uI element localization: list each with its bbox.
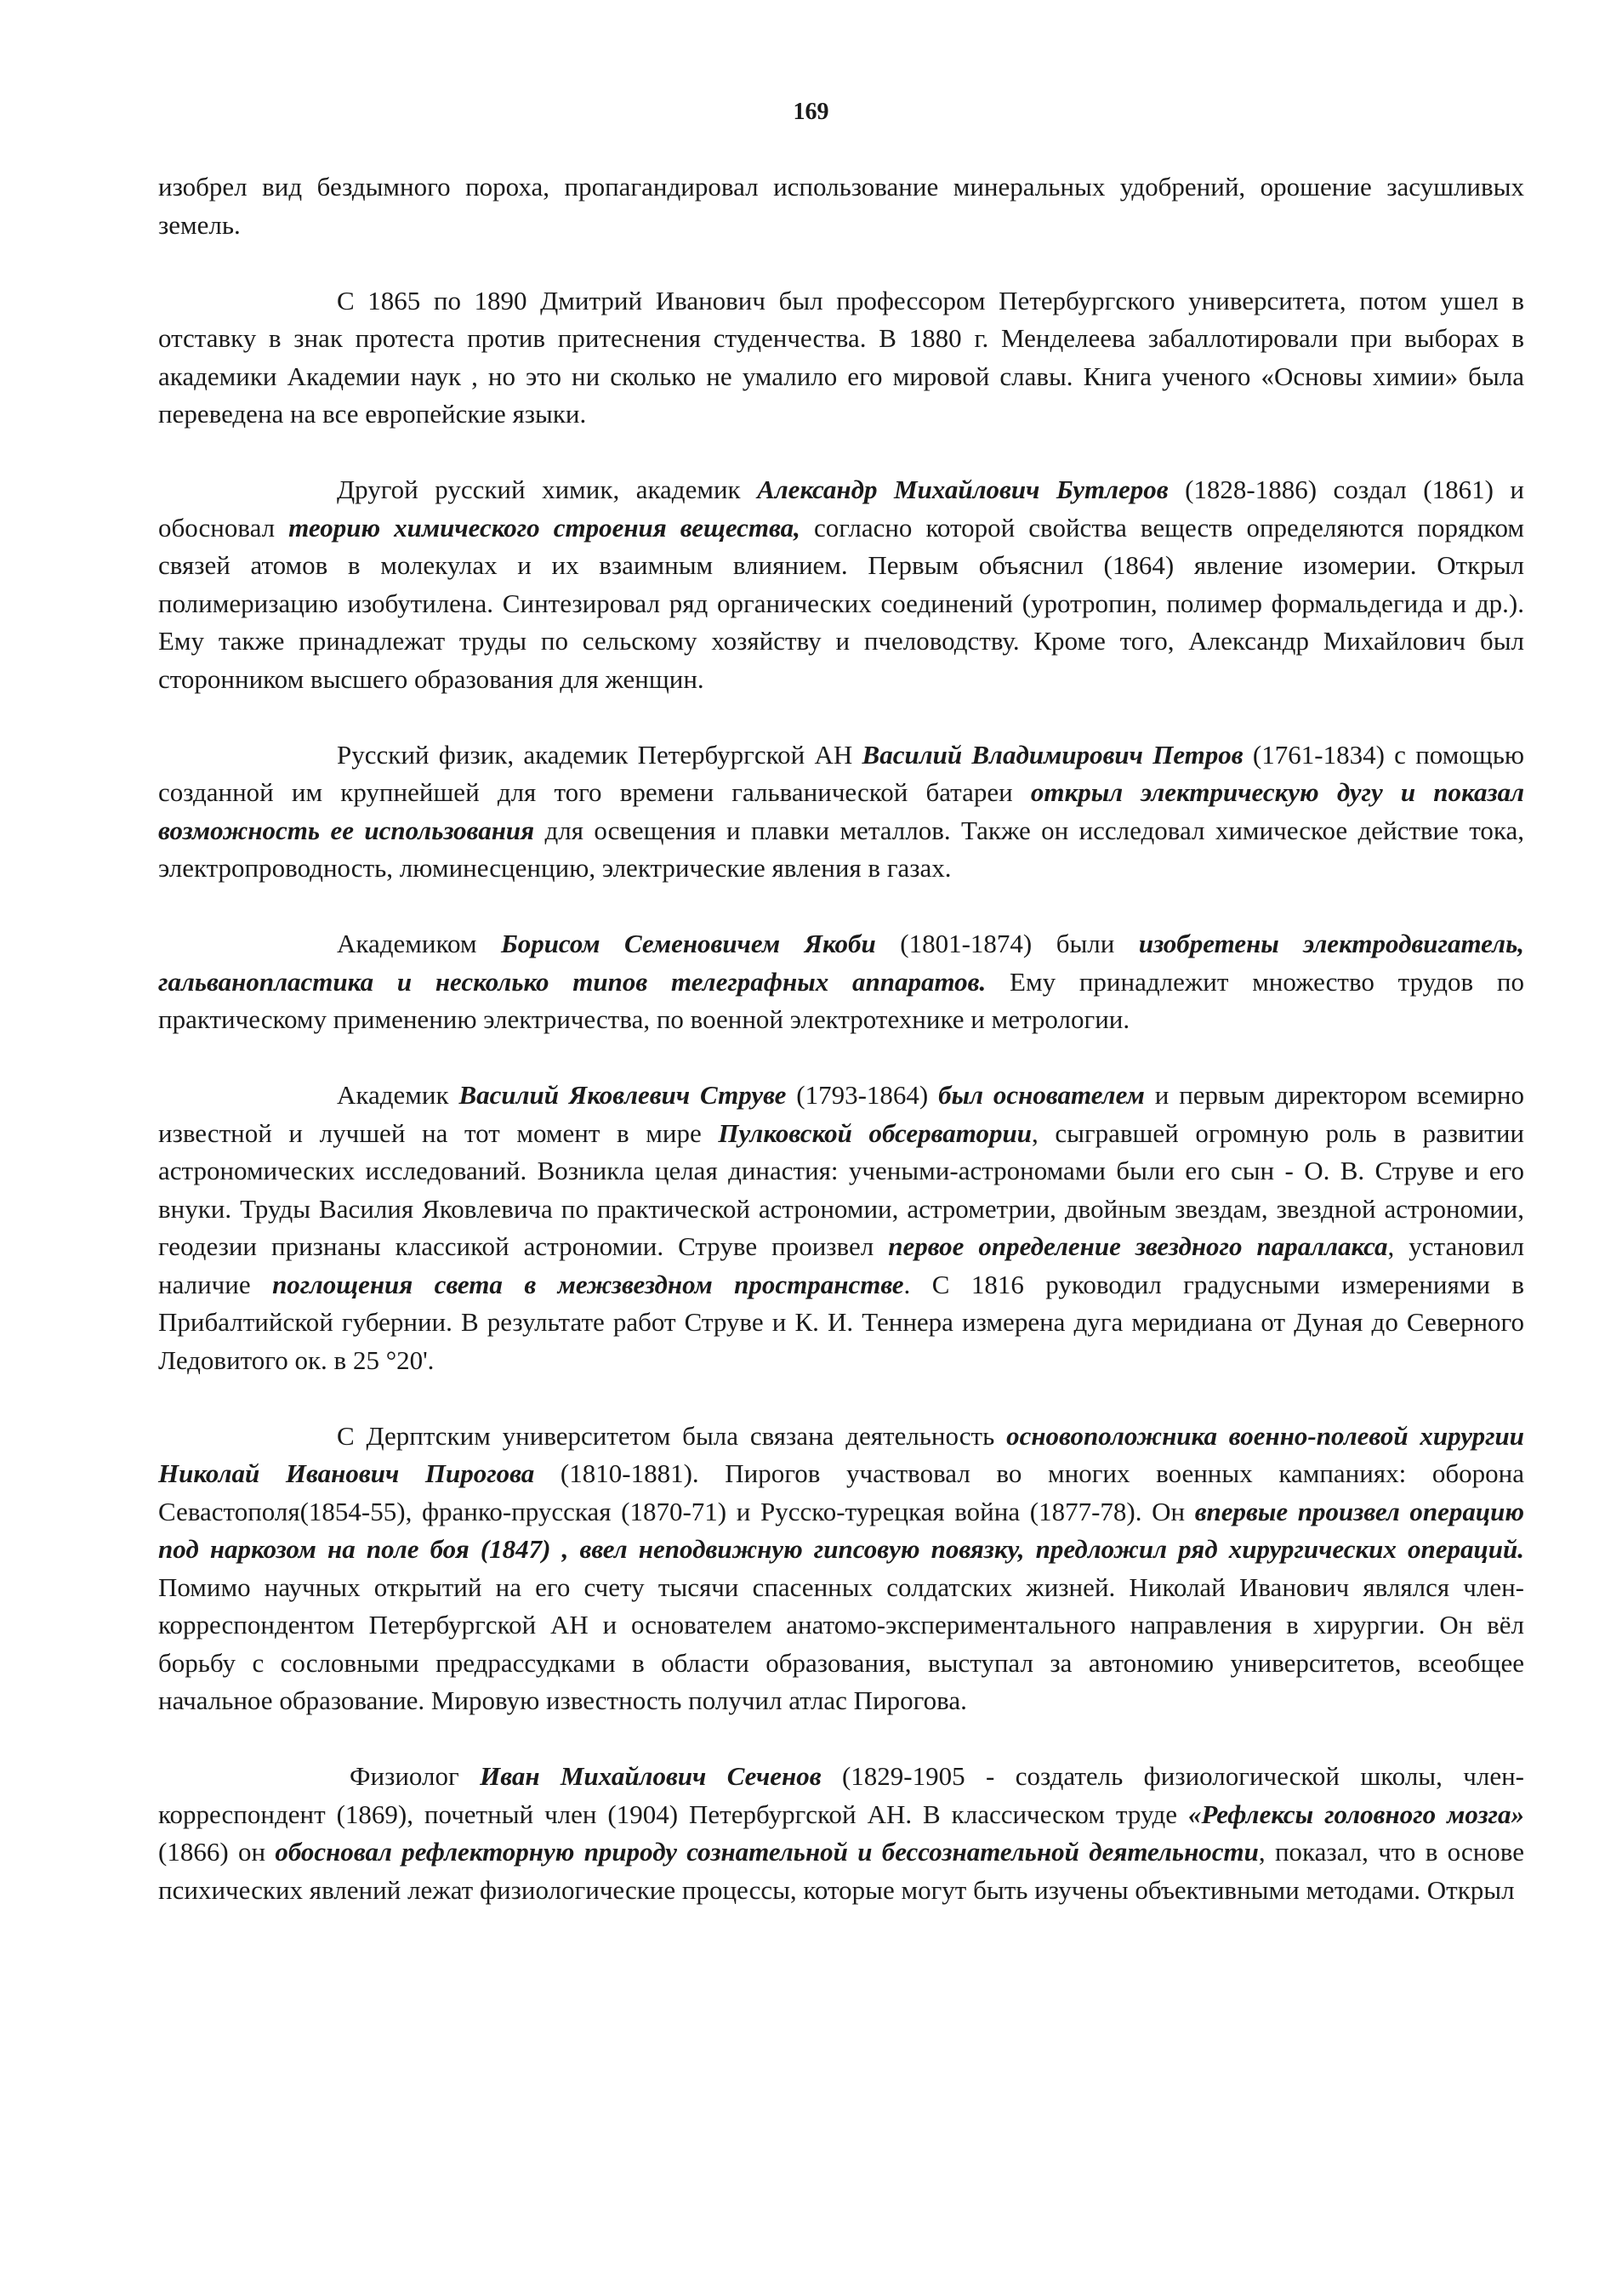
text-run: , сыгравшей огромную роль в развитии астрономических исследований. Возникла целая династия: учеными-астрономами были его сын - О. В. Струве и его внуки. Труды Василия Яковлевича по практической астрономии, астрометрии, двойным звездам, звездной астрономии, геодезии признаны классикой астрономии. Струве произвел bbox=[158, 1117, 1525, 1261]
paragraph bbox=[158, 1758, 1524, 1909]
emphasized-text: впервые произвел операцию под наркозом на поле боя (1847) , ввел неподвижную гипсовую повязку, предложил ряд хирургических операций. bbox=[158, 1496, 1524, 1564]
page-number: 169 bbox=[793, 99, 829, 125]
paragraph bbox=[158, 1418, 1524, 1720]
text-run: для освещения и плавки металлов. Также он исследовал химическое действие тока, электропроводность, люминесценцию, электрические явления в газах. bbox=[158, 815, 1524, 883]
text-run: (1810-1881). Пирогов участвовал во многих военных кампаниях: оборона Севастополя(1854-55), франко-прусская (1870-71) и Русско-турецкая война (1877-78). Он bbox=[158, 1458, 1524, 1526]
text-run: , показал, что в основе психических явлений лежат физиологические процессы, которые могут быть изучены объективными методами. Открыл bbox=[158, 1837, 1524, 1905]
text-run: Ему принадлежит множество трудов по практическому применению электричества, по военной электротехнике и метрологии. bbox=[158, 966, 1524, 1034]
text-run: (1866) он bbox=[158, 1837, 276, 1867]
paragraph bbox=[158, 471, 1524, 698]
text-run: С 1865 по 1890 Дмитрий Иванович был профессором Петербургского университета, потом ушел в отставку в знак протеста против притеснения студенчества. В 1880 г. Менделеева забаллотировали при выборах в академики Академии наук , но это ни сколько не умалило его мировой славы. Книга ученого «Основы химии» была переведена на все европейские языки. bbox=[158, 285, 1524, 429]
text-run: С Дерптским университетом была связана деятельность bbox=[337, 1420, 1007, 1451]
text-run: (1761-1834) с помощью созданной им крупнейшей для того времени гальванической батареи bbox=[158, 739, 1525, 807]
text-run: изобрел вид бездымного пороха, пропагандировал использование минеральных удобрений, орошение засушливых земель. bbox=[158, 172, 1524, 240]
text-run: (1829-1905 - создатель физиологической школы, член-корреспондент (1869), почетный член (1904) Петербургской АН. В классическом труде bbox=[158, 1761, 1524, 1829]
emphasized-text: «Рефлексы головного мозга» bbox=[1187, 1799, 1524, 1829]
emphasized-text: теорию химического строения вещества, bbox=[288, 512, 800, 543]
body-text bbox=[158, 168, 1524, 1947]
text-run: Русский физик, академик Петербургской АН bbox=[337, 739, 862, 770]
emphasized-text: поглощения света в межзвездном пространстве bbox=[272, 1269, 904, 1299]
text-run: согласно которой свойства веществ определяются порядком связей атомов в молекулах и их взаимным влиянием. Первым объяснил (1864) явление изомерии. Открыл полимеризацию изобутилена. Синтезировал ряд органических соединений (уротропин, полимер формальдегида и др.). Ему также принадлежат труды по сельскому хозяйству и пчеловодству. Кроме того, Александр Михайлович был сторонником высшего образования для женщин. bbox=[158, 512, 1525, 694]
emphasized-text: первое определение звездного параллакса bbox=[888, 1231, 1388, 1261]
emphasized-text: Василий Владимирович Петров bbox=[862, 739, 1244, 770]
paragraph bbox=[158, 1077, 1524, 1379]
emphasized-text: был основателем bbox=[938, 1080, 1145, 1110]
text-run: и первым директором всемирно известной и лучшей на тот момент в мире bbox=[158, 1080, 1524, 1148]
text-run: (1828-1886) создал (1861) и обосновал bbox=[158, 475, 1524, 543]
paragraph bbox=[158, 925, 1524, 1039]
emphasized-text: Борисом Семеновичем Якоби bbox=[501, 929, 876, 958]
emphasized-text: открыл электрическую дугу и показал возможность ее использования bbox=[158, 777, 1524, 845]
emphasized-text: Василий Яковлевич Струве bbox=[458, 1080, 787, 1110]
emphasized-text: Пулковской обсерватории bbox=[718, 1117, 1032, 1148]
paragraph bbox=[158, 168, 1524, 244]
text-run: Другой русский химик, академик bbox=[337, 475, 758, 504]
emphasized-text: Александр Михайлович Бутлеров bbox=[757, 475, 1169, 504]
emphasized-text: основоположника военно-полевой хирургии Николай Иванович Пирогова bbox=[158, 1420, 1524, 1488]
emphasized-text: Иван Михайлович Сеченов bbox=[480, 1761, 822, 1791]
text-run: (1801-1874) были bbox=[875, 929, 1139, 958]
emphasized-text: изобретены электродвигатель, гальванопластика и несколько типов телеграфных аппаратов. bbox=[158, 929, 1525, 997]
emphasized-text: обосновал рефлекторную природу сознательной и бессознательной деятельности bbox=[275, 1837, 1259, 1867]
text-run: Академик bbox=[337, 1080, 459, 1110]
paragraph bbox=[158, 282, 1524, 434]
text-run: Физиолог bbox=[350, 1761, 481, 1791]
text-run: . С 1816 руководил градусными измерениями в Прибалтийской губернии. В результате работ Струве и К. И. Теннера измерена дуга меридиана от Дуная до Северного Ледовитого ок. в 25 °20'. bbox=[158, 1269, 1524, 1375]
text-run: Помимо научных открытий на его счету тысячи спасенных солдатских жизней. Николай Иванович являлся член-корреспондентом Петербургской АН и основателем анатомо-экспериментального направления в хирургии. Он вёл борьбу с сословными предрассудками в области образования, выступал за автономию университетов, всеобщее начальное образование. Мировую известность получил атлас Пирогова. bbox=[158, 1571, 1524, 1715]
text-run: , установил наличие bbox=[158, 1231, 1524, 1299]
paragraph bbox=[158, 736, 1524, 888]
text-run: (1793-1864) bbox=[786, 1080, 939, 1110]
text-run: Академиком bbox=[337, 929, 501, 958]
